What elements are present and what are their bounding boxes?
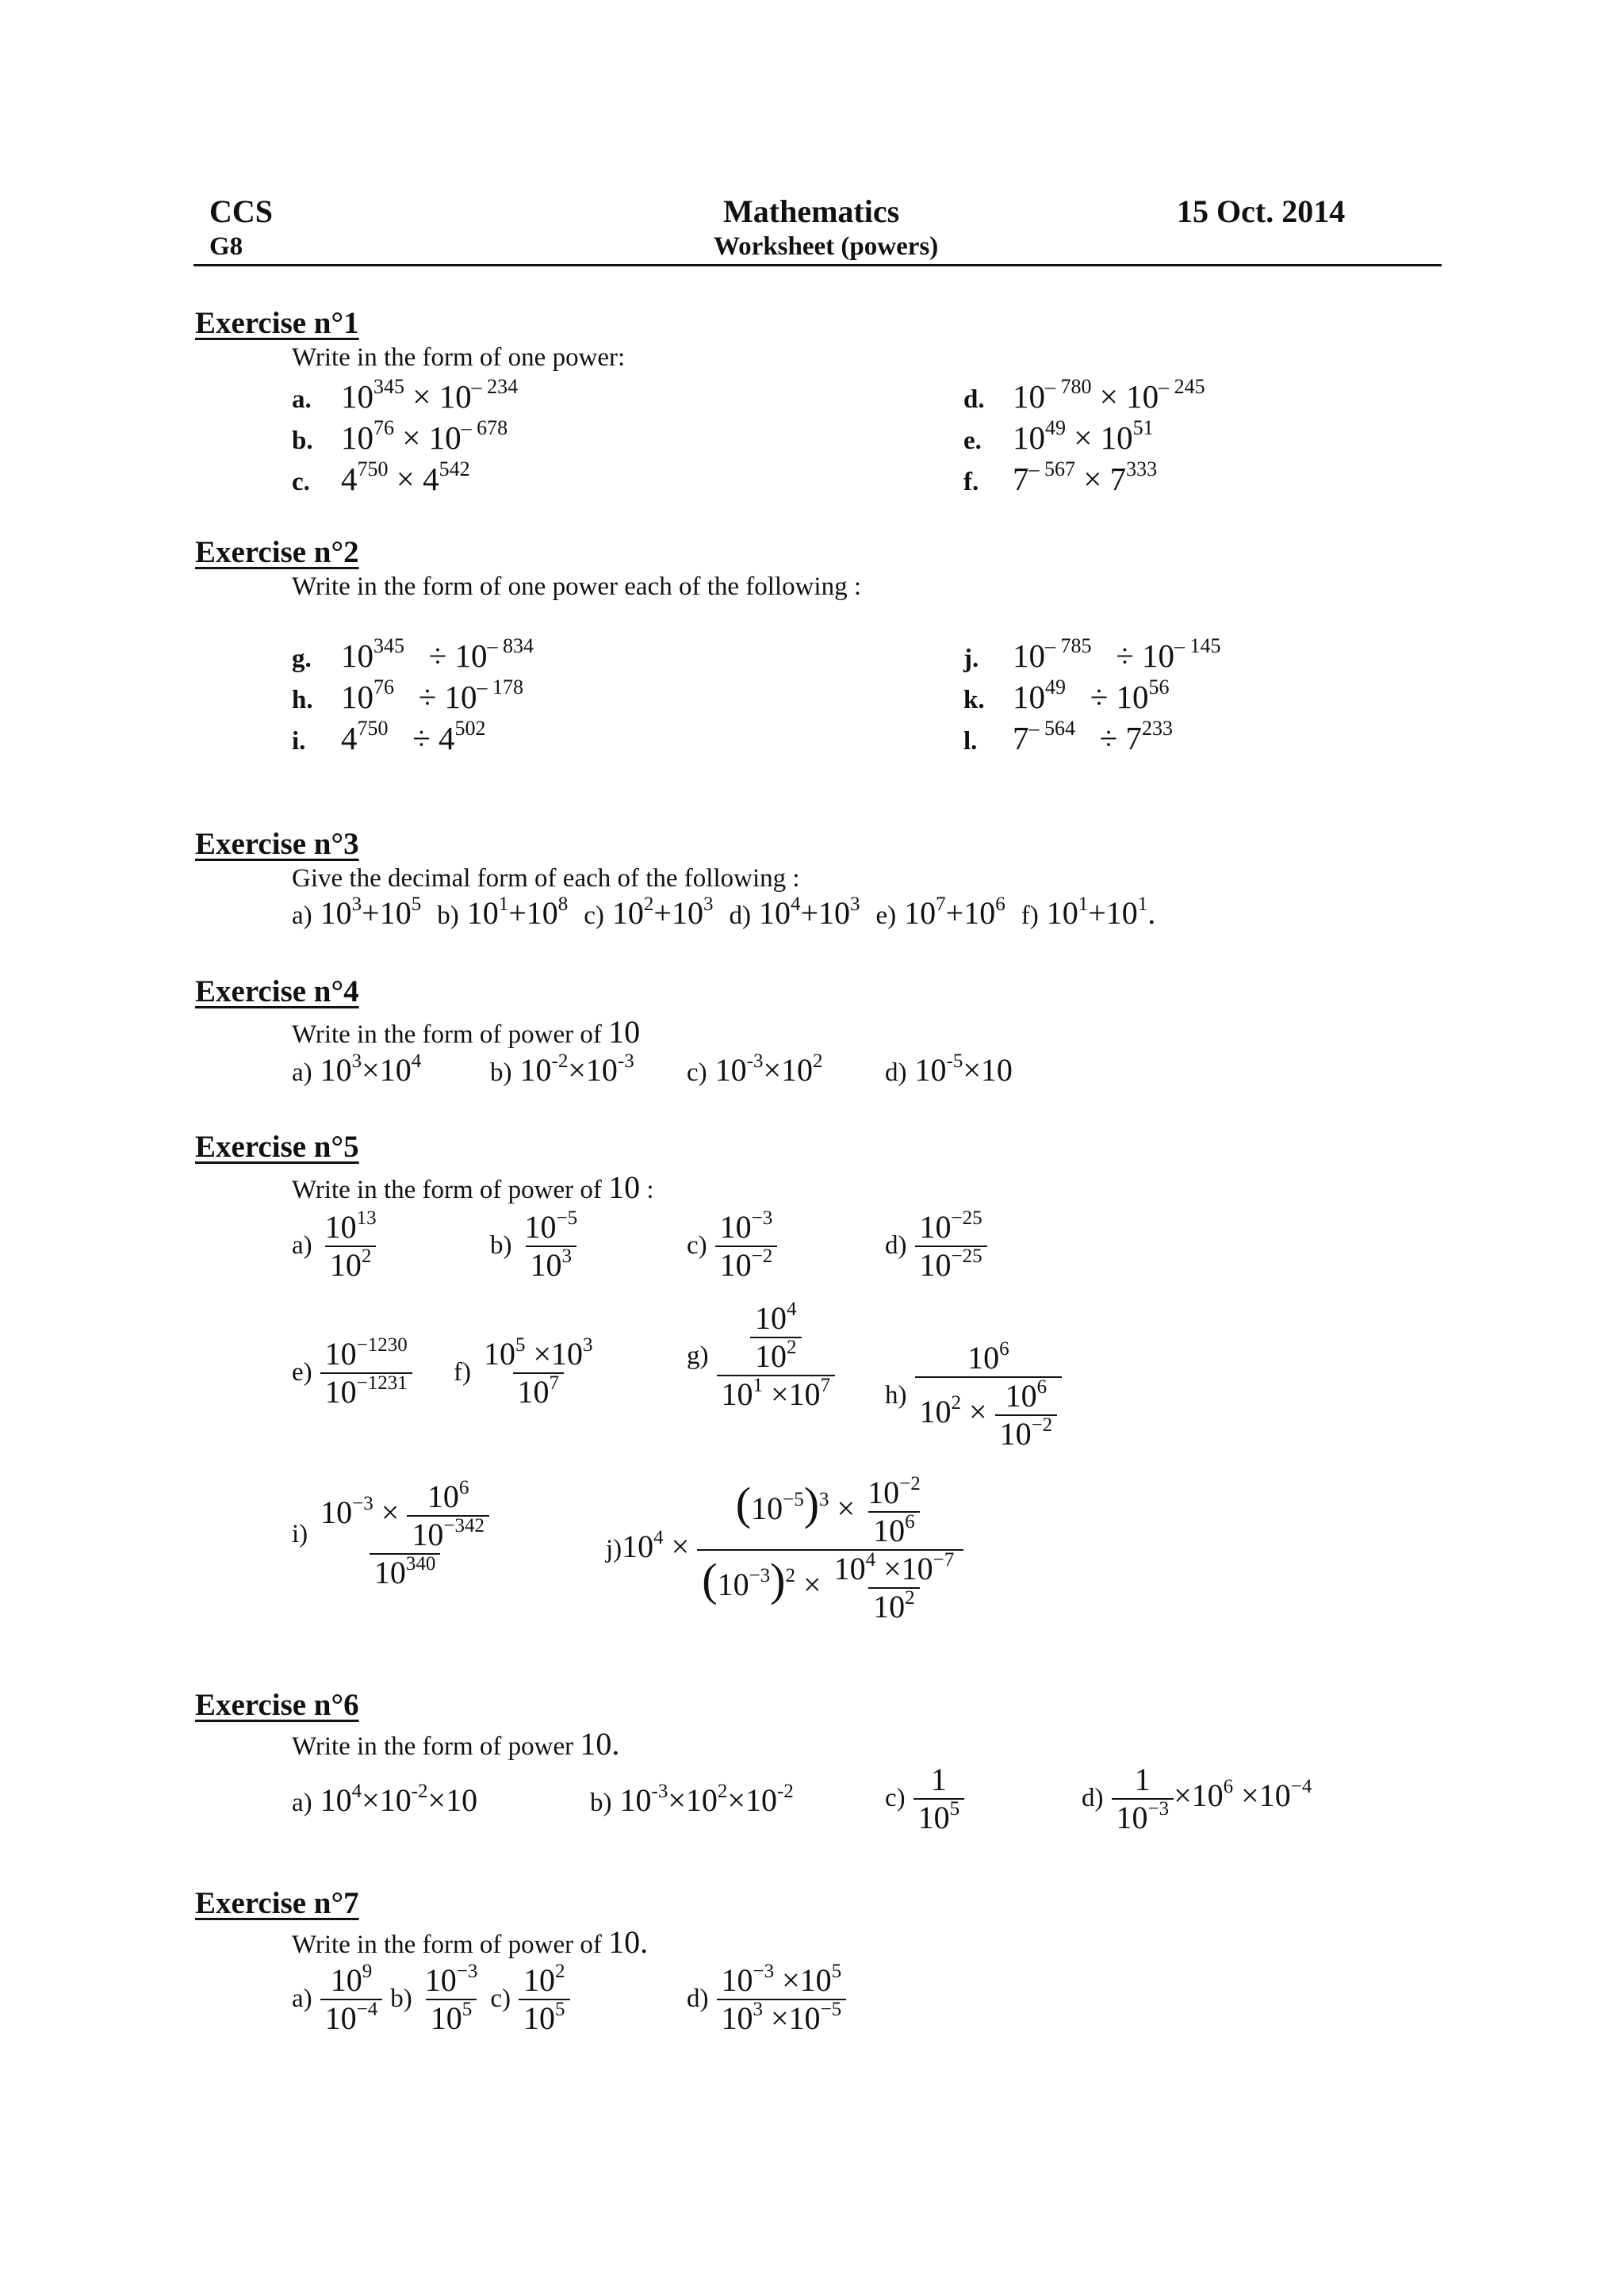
ex1-item-c: c. $4^{750} \times 4^{542}$ bbox=[292, 457, 470, 497]
ex2-item-j: j. $10^{- 785}$ ÷ $10^{- 145}$ bbox=[963, 634, 1221, 674]
ex5-item-d: d) $\frac{10^{-25}}{10^{-25}}$ bbox=[885, 1209, 987, 1284]
exercise-3-title: Exercise n°3 bbox=[195, 827, 359, 861]
ex1-item-a: a. $10^{345} \times 10^{- 234}$ bbox=[292, 375, 519, 415]
ex1-item-d: d. $10^{- 780} \times 10^{- 245}$ bbox=[963, 375, 1205, 415]
school-name: CCS bbox=[209, 193, 274, 229]
exercise-4-instruction: Write in the form of power of 10 bbox=[292, 1014, 641, 1050]
ex6-item-d: d) $\frac{1}{10^{-3}}$ $\times 10^6 \times 10^{-4}$ bbox=[1082, 1762, 1312, 1835]
exercise-1-title: Exercise n°1 bbox=[195, 306, 359, 340]
ex3-items-row: a) $10^3+10^5$ b) $10^1+10^8$ c) $10^2+10^3$ d) $10^4+10^3$ e) $10^7+10^6$ f) $10^1+10^1$. bbox=[292, 894, 1156, 931]
ex2-item-i: i. $4^{750}$ ÷ $4^{502}$ bbox=[292, 717, 486, 756]
ex5-item-f: f) $\frac{10^5 \times 10^3}{10^7}$ bbox=[454, 1334, 593, 1410]
ex5-item-c: c) $\frac{10^{-3}}{10^{-2}}$ bbox=[687, 1209, 777, 1284]
ex6-item-c: c) $\frac{1}{10^5}$ bbox=[885, 1762, 964, 1836]
exercise-7-title: Exercise n°7 bbox=[195, 1886, 359, 1920]
header-rule bbox=[193, 264, 1442, 266]
ex7-items-abc: a) $\frac{10^9}{10^{-4}}$ b) $\frac{10^{-3}}{10^5}$ c) $\frac{10^2}{10^5}$ bbox=[292, 1962, 570, 2037]
ex4-item-b: b) $10^{-2}\times 10^{-3}$ bbox=[490, 1050, 634, 1088]
ex2-item-l: l. $7^{- 564}$ ÷ $7^{233}$ bbox=[963, 717, 1174, 756]
date-label: 15 Oct. 2014 bbox=[1177, 193, 1346, 229]
exercise-3-instruction: Give the decimal form of each of the following : bbox=[292, 864, 800, 893]
ex5-item-j: $j)10^4$ × $(10^{-5})^3$ × $\frac{10^{-2}}{10^6}$ $(10^{-3})^2$ × $\frac{10^4 \times 10^{-7}}{10^2}$ bbox=[606, 1475, 963, 1625]
ex1-item-b: b. $10^{76} \times 10^{- 678}$ bbox=[292, 416, 508, 456]
exercise-6-instruction: Write in the form of power 10. bbox=[292, 1726, 620, 1762]
ex6-item-a: a) $10^4\times 10^{-2}\times 10$ bbox=[292, 1781, 478, 1818]
subject-title: Mathematics bbox=[723, 193, 900, 229]
ex5-item-h: h) $10^6$ $10^2$ × $\frac{10^6}{10^{-2}}$ bbox=[885, 1340, 1062, 1452]
ex7-item-c: $\frac{10^2}{10^5}$ bbox=[519, 1962, 570, 2037]
ex6-item-b: b) $10^{-3}\times 10^2\times 10^{-2}$ bbox=[590, 1781, 794, 1818]
exercise-2-instruction: Write in the form of one power each of the following : bbox=[292, 572, 862, 601]
exercise-5-title: Exercise n°5 bbox=[195, 1130, 359, 1164]
grade-label: G8 bbox=[209, 232, 243, 261]
exercise-7-instruction: Write in the form of power of 10. bbox=[292, 1924, 649, 1960]
ex4-item-c: c) $10^{-3}\times 10^2$ bbox=[687, 1050, 823, 1088]
ex5-item-b: b) $\frac{10^{-5}}{10^3}$ bbox=[490, 1207, 578, 1283]
ex4-item-a: a) $10^3\times 10^4$ bbox=[292, 1050, 422, 1088]
ex5-item-a: a) $\frac{10^{13}}{10^2}$ bbox=[292, 1207, 377, 1283]
exercise-5-instruction: Write in the form of power of 10 : bbox=[292, 1169, 654, 1205]
ex7-item-a: $\frac{10^9}{10^{-4}}$ bbox=[320, 1962, 383, 2037]
ex5-item-g: g) $\frac{\frac{10^4}{10^2}}{10^1 \times 10^7}$ bbox=[687, 1300, 835, 1413]
ex2-item-h: h. $10^{76}$ ÷ $10^{- 178}$ bbox=[292, 675, 524, 715]
ex2-item-k: k. $10^{49}$ ÷ $10^{56}$ bbox=[963, 675, 1170, 715]
ex7-item-d: d) $\frac{10^{-3} \times 10^5}{10^3 \times 10^{-5}}$ bbox=[687, 1962, 846, 2037]
worksheet-title: Worksheet (powers) bbox=[714, 232, 939, 261]
exercise-2-title: Exercise n°2 bbox=[195, 535, 359, 569]
ex2-item-g: g. $10^{345}$ ÷ $10^{- 834}$ bbox=[292, 634, 534, 674]
exercise-1-instruction: Write in the form of one power: bbox=[292, 343, 626, 372]
ex4-item-d: d) $10^{-5}\times 10$ bbox=[885, 1050, 1013, 1088]
ex7-item-b: $\frac{10^{-3}}{10^5}$ bbox=[424, 1961, 478, 2036]
ex1-item-e: e. $10^{49} \times 10^{51}$ bbox=[963, 416, 1154, 456]
ex5-item-e: e) $\frac{10^{-1230}}{10^{-1231}}$ bbox=[292, 1336, 412, 1410]
exercise-4-title: Exercise n°4 bbox=[195, 974, 359, 1008]
ex5-item-i: i) $10^{-3}$ × $\frac{10^6}{10^{-342}}$ $10^{340}$ bbox=[292, 1479, 494, 1591]
ex1-item-f: f. $7^{- 567} \times 7^{333}$ bbox=[963, 457, 1158, 497]
exercise-6-title: Exercise n°6 bbox=[195, 1688, 359, 1722]
